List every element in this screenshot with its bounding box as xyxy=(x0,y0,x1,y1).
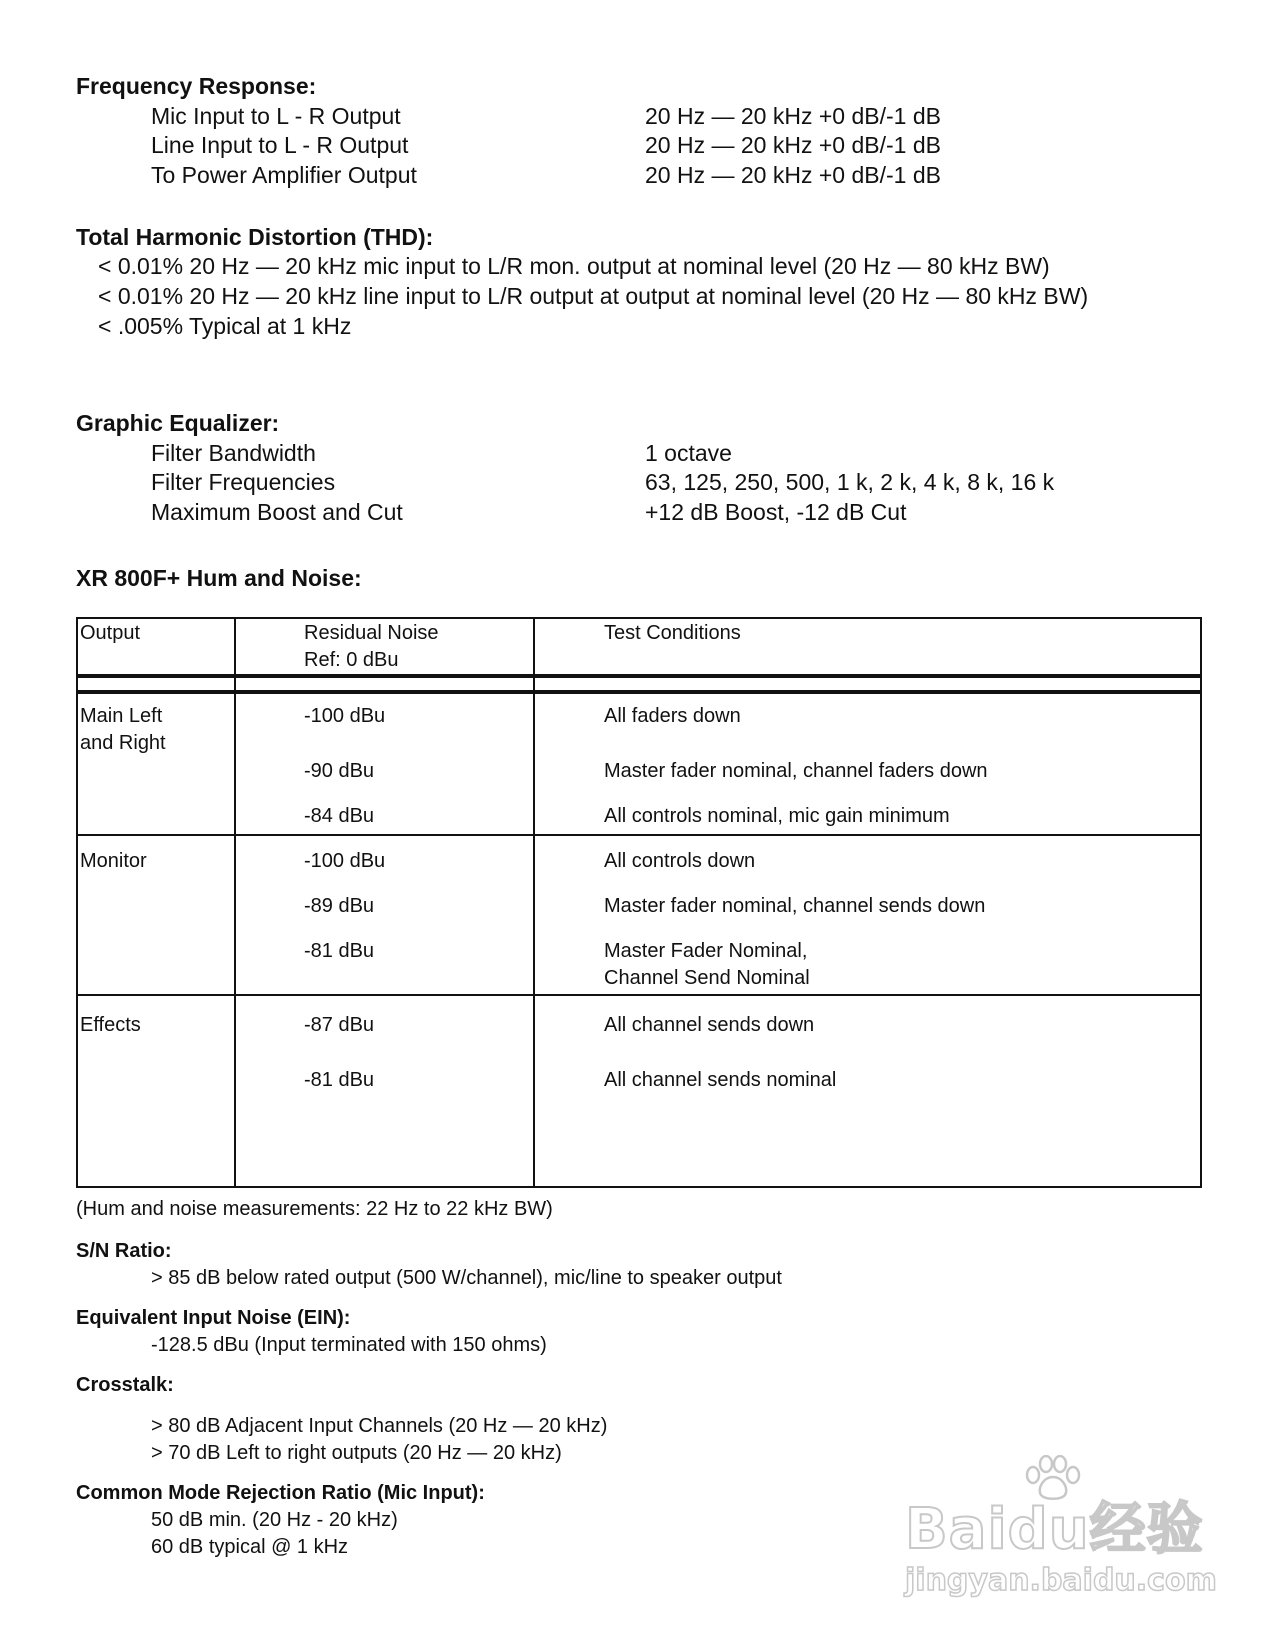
sn-ratio-line: > 85 dB below rated output (500 W/channel), mic/line to speaker output xyxy=(151,1267,782,1289)
eq-label-bandwidth: Filter Bandwidth xyxy=(151,440,316,466)
col-header-test-conditions: Test Conditions xyxy=(604,622,741,644)
hum-noise-footnote: (Hum and noise measurements: 22 Hz to 22 kHz BW) xyxy=(76,1198,553,1220)
noise-cell: -81 dBu xyxy=(304,1069,375,1091)
freq-value-line: 20 Hz — 20 kHz +0 dB/-1 dB xyxy=(645,132,941,158)
output-cell: Effects xyxy=(80,1014,141,1036)
noise-cell: -89 dBu xyxy=(304,895,375,917)
col-header-ref: Ref: 0 dBu xyxy=(304,649,399,671)
condition-cell: All channel sends down xyxy=(604,1014,815,1036)
heading-hum-noise: XR 800F+ Hum and Noise: xyxy=(76,565,362,591)
thd-line: < 0.01% 20 Hz — 20 kHz line input to L/R output at output at nominal level (20 Hz — 80 kHz BW) xyxy=(98,283,1089,309)
freq-value-mic: 20 Hz — 20 kHz +0 dB/-1 dB xyxy=(645,103,941,129)
table-group-rule xyxy=(78,994,1200,996)
watermark-url: jingyan.baidu.com xyxy=(905,1563,1217,1598)
output-cell: Monitor xyxy=(80,850,147,872)
condition-cell: Master fader nominal, channel faders down xyxy=(604,760,988,782)
table-header-rule xyxy=(78,690,1200,694)
condition-cell: Master Fader Nominal, xyxy=(604,940,808,962)
heading-crosstalk: Crosstalk: xyxy=(76,1374,174,1396)
hum-noise-table xyxy=(76,617,1202,1188)
heading-sn-ratio: S/N Ratio: xyxy=(76,1240,172,1262)
crosstalk-line: > 70 dB Left to right outputs (20 Hz — 20 kHz) xyxy=(151,1442,562,1464)
noise-cell: -100 dBu xyxy=(304,850,386,872)
eq-value-bandwidth: 1 octave xyxy=(645,440,732,466)
noise-cell: -81 dBu xyxy=(304,940,375,962)
condition-cell: All faders down xyxy=(604,705,741,727)
thd-line: < 0.01% 20 Hz — 20 kHz mic input to L/R mon. output at nominal level (20 Hz — 80 kHz BW) xyxy=(98,253,1050,279)
table-header-rule xyxy=(78,674,1200,678)
condition-cell: All controls nominal, mic gain minimum xyxy=(604,805,950,827)
ein-line: -128.5 dBu (Input terminated with 150 ohms) xyxy=(151,1334,547,1356)
eq-label-frequencies: Filter Frequencies xyxy=(151,469,336,495)
eq-value-frequencies: 63, 125, 250, 500, 1 k, 2 k, 4 k, 8 k, 16 k xyxy=(645,469,1055,495)
condition-cell: All controls down xyxy=(604,850,756,872)
thd-line: < .005% Typical at 1 kHz xyxy=(98,313,352,339)
heading-frequency-response: Frequency Response: xyxy=(76,73,317,99)
output-cell: and Right xyxy=(80,732,166,754)
heading-graphic-eq: Graphic Equalizer: xyxy=(76,410,280,436)
condition-cell: All channel sends nominal xyxy=(604,1069,837,1091)
condition-cell: Channel Send Nominal xyxy=(604,967,810,989)
noise-cell: -90 dBu xyxy=(304,760,375,782)
freq-value-power: 20 Hz — 20 kHz +0 dB/-1 dB xyxy=(645,162,941,188)
noise-cell: -87 dBu xyxy=(304,1014,375,1036)
eq-value-boost-cut: +12 dB Boost, -12 dB Cut xyxy=(645,499,907,525)
crosstalk-line: > 80 dB Adjacent Input Channels (20 Hz — 20 kHz) xyxy=(151,1415,608,1437)
heading-cmrr: Common Mode Rejection Ratio (Mic Input): xyxy=(76,1482,485,1504)
heading-ein: Equivalent Input Noise (EIN): xyxy=(76,1307,351,1329)
baidu-watermark xyxy=(905,1455,1225,1605)
table-divider xyxy=(533,619,535,1186)
col-header-output: Output xyxy=(80,622,141,644)
table-group-rule xyxy=(78,834,1200,836)
condition-cell: Master fader nominal, channel sends down xyxy=(604,895,986,917)
output-cell: Main Left xyxy=(80,705,163,727)
table-divider xyxy=(234,619,236,1186)
cmrr-line: 50 dB min. (20 Hz - 20 kHz) xyxy=(151,1509,398,1531)
freq-label-mic: Mic Input to L - R Output xyxy=(151,103,401,129)
heading-thd: Total Harmonic Distortion (THD): xyxy=(76,224,434,250)
freq-label-power: To Power Amplifier Output xyxy=(151,162,417,188)
noise-cell: -84 dBu xyxy=(304,805,375,827)
watermark-brand: Baidu经验 xyxy=(905,1497,1204,1562)
cmrr-line: 60 dB typical @ 1 kHz xyxy=(151,1536,349,1558)
noise-cell: -100 dBu xyxy=(304,705,386,727)
col-header-residual-noise: Residual Noise xyxy=(304,622,439,644)
freq-label-line: Line Input to L - R Output xyxy=(151,132,409,158)
eq-label-boost-cut: Maximum Boost and Cut xyxy=(151,499,403,525)
